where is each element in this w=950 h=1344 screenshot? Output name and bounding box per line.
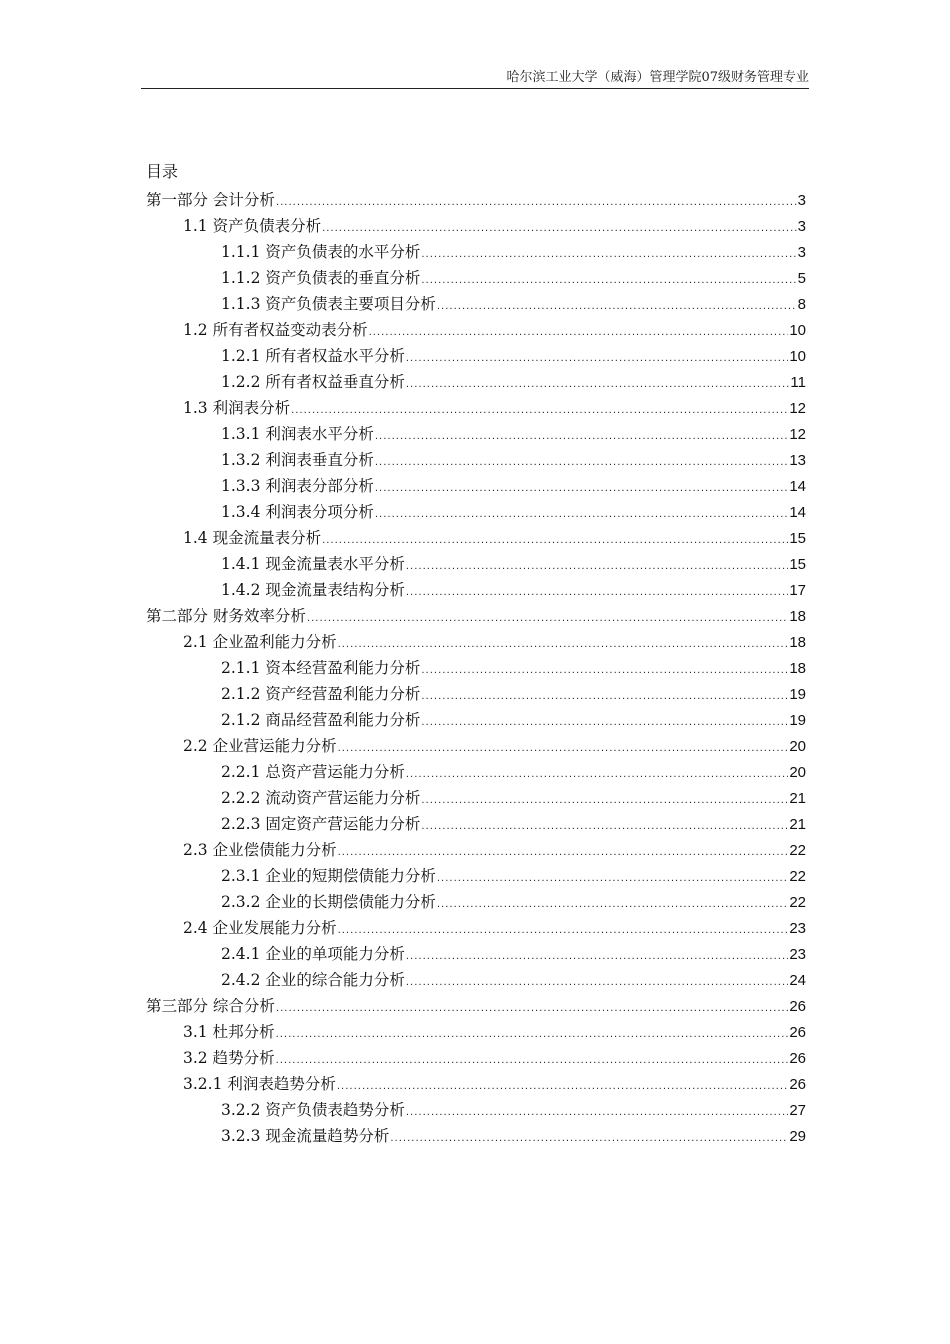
toc-entry[interactable]: [146, 1123, 806, 1149]
dot-leader: [406, 346, 788, 372]
toc-entry-text: 1.3.3 利润表分部分析: [221, 477, 374, 495]
dot-leader: [375, 424, 788, 450]
toc-entry-text: 3.2.2 资产负债表趋势分析: [221, 1101, 405, 1119]
toc-entry-text: 2.1.2 资产经营盈利能力分析: [221, 685, 421, 703]
toc-entry[interactable]: [146, 213, 806, 239]
toc-entry-text: 1.4.2 现金流量表结构分析: [221, 581, 405, 599]
toc-page-number: 20: [789, 738, 806, 755]
toc-entry-text: 第二部分 财务效率分析: [146, 607, 306, 625]
toc-entry[interactable]: [146, 1097, 806, 1123]
toc-page-number: 15: [789, 556, 806, 573]
toc-entry[interactable]: [146, 889, 806, 915]
toc-page-number: 12: [789, 400, 806, 417]
toc-page-number: 26: [789, 1076, 806, 1093]
dot-leader: [406, 944, 788, 970]
toc-entry-text: 3.2 趋势分析: [183, 1049, 275, 1067]
toc-entry-text: 2.4.1 企业的单项能力分析: [221, 945, 405, 963]
toc-entry[interactable]: [146, 343, 806, 369]
toc-entry[interactable]: [146, 421, 806, 447]
toc-entry[interactable]: [146, 863, 806, 889]
toc-entry-text: 1.2 所有者权益变动表分析: [183, 321, 368, 339]
toc-entry[interactable]: [146, 265, 806, 291]
toc-page-number: 21: [789, 816, 806, 833]
toc-entry[interactable]: [146, 577, 806, 603]
toc-page-number: 3: [797, 244, 806, 261]
toc-entry-text: 1.3.1 利润表水平分析: [221, 425, 374, 443]
toc-page-number: 14: [789, 478, 806, 495]
dot-leader: [375, 502, 788, 528]
dot-leader: [369, 320, 789, 346]
toc-entry-text: 3.2.1 利润表趋势分析: [183, 1075, 336, 1093]
toc-entry-text: 第一部分 会计分析: [146, 191, 275, 209]
dot-leader: [406, 580, 788, 606]
toc-entry-text: 2.3.1 企业的短期偿债能力分析: [221, 867, 436, 885]
toc-entry-text: 3.1 杜邦分析: [183, 1023, 275, 1041]
toc-entry-text: 2.2.2 流动资产营运能力分析: [221, 789, 421, 807]
toc-entry[interactable]: [146, 525, 806, 551]
toc-entry-text: 1.3.4 利润表分项分析: [221, 503, 374, 521]
dot-leader: [437, 892, 788, 918]
toc-entry[interactable]: [146, 369, 806, 395]
dot-leader: [375, 450, 788, 476]
toc-entry[interactable]: [146, 473, 806, 499]
toc-entry[interactable]: [146, 1045, 806, 1071]
toc-page-number: 26: [789, 998, 806, 1015]
toc-entry-text: 2.3 企业偿债能力分析: [183, 841, 337, 859]
toc-entry[interactable]: [146, 551, 806, 577]
dot-leader: [406, 1100, 788, 1126]
toc-entry[interactable]: [146, 733, 806, 759]
toc-entry-text: 1.1.3 资产负债表主要项目分析: [221, 295, 436, 313]
toc-entry-text: 1.2.1 所有者权益水平分析: [221, 347, 405, 365]
toc-page-number: 26: [789, 1050, 806, 1067]
toc-page-number: 22: [789, 842, 806, 859]
dot-leader: [421, 658, 788, 684]
dot-leader: [276, 190, 797, 216]
dot-leader: [406, 554, 788, 580]
dot-leader: [276, 1022, 789, 1048]
toc-entry-text: 1.3 利润表分析: [183, 399, 291, 417]
toc-title: 目录: [146, 162, 179, 181]
dot-leader: [406, 372, 790, 398]
toc-entry[interactable]: [146, 1071, 806, 1097]
header-rule: [141, 88, 809, 89]
toc-entry[interactable]: [146, 395, 806, 421]
toc-page-number: 12: [789, 426, 806, 443]
toc-page-number: 14: [789, 504, 806, 521]
toc-entry[interactable]: [146, 291, 806, 317]
toc-page-number: 24: [789, 972, 806, 989]
toc-entry-text: 2.1 企业盈利能力分析: [183, 633, 337, 651]
toc-entry[interactable]: [146, 1019, 806, 1045]
toc-page-number: 15: [789, 530, 806, 547]
toc-page-number: 23: [789, 920, 806, 937]
dot-leader: [390, 1126, 788, 1152]
toc-page-number: 11: [790, 374, 806, 391]
toc-entry-text: 2.2 企业营运能力分析: [183, 737, 337, 755]
toc-entry[interactable]: [146, 785, 806, 811]
toc-entry[interactable]: [146, 629, 806, 655]
toc-page-number: 26: [789, 1024, 806, 1041]
dot-leader: [421, 788, 788, 814]
toc-entry-text: 1.2.2 所有者权益垂直分析: [221, 373, 405, 391]
dot-leader: [338, 736, 789, 762]
toc-entry-text: 1.3.2 利润表垂直分析: [221, 451, 374, 469]
toc-entry[interactable]: [146, 317, 806, 343]
toc-entry-text: 2.2.3 固定资产营运能力分析: [221, 815, 421, 833]
toc-page-number: 17: [789, 582, 806, 599]
toc-page-number: 3: [797, 218, 806, 235]
toc-entry-text: 1.1.1 资产负债表的水平分析: [221, 243, 421, 261]
toc-page-number: 22: [789, 894, 806, 911]
dot-leader: [406, 970, 788, 996]
dot-leader: [437, 294, 797, 320]
toc-entry[interactable]: [146, 993, 806, 1019]
toc-page-number: 8: [797, 296, 806, 313]
toc-entry-text: 3.2.3 现金流量趋势分析: [221, 1127, 390, 1145]
toc-page-number: 21: [789, 790, 806, 807]
toc-entry[interactable]: [146, 915, 806, 941]
toc-entry[interactable]: [146, 239, 806, 265]
toc-entry-text: 第三部分 综合分析: [146, 997, 275, 1015]
toc-entry-text: 2.3.2 企业的长期偿债能力分析: [221, 893, 436, 911]
dot-leader: [307, 606, 788, 632]
toc-page-number: 18: [789, 660, 806, 677]
toc-page-number: 18: [789, 634, 806, 651]
toc-page-number: 29: [789, 1128, 806, 1145]
dot-leader: [437, 866, 788, 892]
dot-leader: [421, 268, 796, 294]
toc-entry-text: 1.4 现金流量表分析: [183, 529, 322, 547]
table-of-contents: [146, 187, 806, 1149]
dot-leader: [406, 762, 788, 788]
toc-entry-text: 1.4.1 现金流量表水平分析: [221, 555, 405, 573]
toc-entry[interactable]: [146, 603, 806, 629]
toc-entry[interactable]: [146, 681, 806, 707]
toc-entry[interactable]: [146, 941, 806, 967]
dot-leader: [276, 996, 788, 1022]
toc-page-number: 18: [789, 608, 806, 625]
toc-entry[interactable]: [146, 759, 806, 785]
toc-page-number: 27: [789, 1102, 806, 1119]
toc-entry[interactable]: [146, 837, 806, 863]
toc-page-number: 19: [789, 686, 806, 703]
toc-entry[interactable]: [146, 811, 806, 837]
toc-page-number: 20: [789, 764, 806, 781]
dot-leader: [338, 918, 789, 944]
toc-page-number: 19: [789, 712, 806, 729]
toc-entry-text: 2.2.1 总资产营运能力分析: [221, 763, 405, 781]
toc-entry[interactable]: [146, 967, 806, 993]
toc-entry[interactable]: [146, 499, 806, 525]
toc-entry-text: 2.1.1 资本经营盈利能力分析: [221, 659, 421, 677]
dot-leader: [375, 476, 788, 502]
toc-entry[interactable]: [146, 187, 806, 213]
toc-entry-text: 2.4 企业发展能力分析: [183, 919, 337, 937]
toc-entry[interactable]: [146, 447, 806, 473]
toc-page-number: 10: [789, 322, 806, 339]
toc-entry-text: 1.1 资产负债表分析: [183, 217, 322, 235]
dot-leader: [276, 1048, 789, 1074]
toc-entry-text: 2.4.2 企业的综合能力分析: [221, 971, 405, 989]
toc-entry[interactable]: [146, 655, 806, 681]
toc-entry-text: 1.1.2 资产负债表的垂直分析: [221, 269, 421, 287]
toc-page-number: 13: [789, 452, 806, 469]
dot-leader: [421, 814, 788, 840]
toc-entry[interactable]: [146, 707, 806, 733]
dot-leader: [421, 710, 788, 736]
dot-leader: [421, 684, 788, 710]
toc-page-number: 23: [789, 946, 806, 963]
toc-page-number: 10: [789, 348, 806, 365]
toc-page-number: 22: [789, 868, 806, 885]
dot-leader: [421, 242, 796, 268]
toc-page-number: 5: [797, 270, 806, 287]
toc-entry-text: 2.1.2 商品经营盈利能力分析: [221, 711, 421, 729]
page-header: 哈尔滨工业大学（威海）管理学院07级财务管理专业: [506, 70, 809, 85]
toc-page-number: 3: [797, 192, 806, 209]
